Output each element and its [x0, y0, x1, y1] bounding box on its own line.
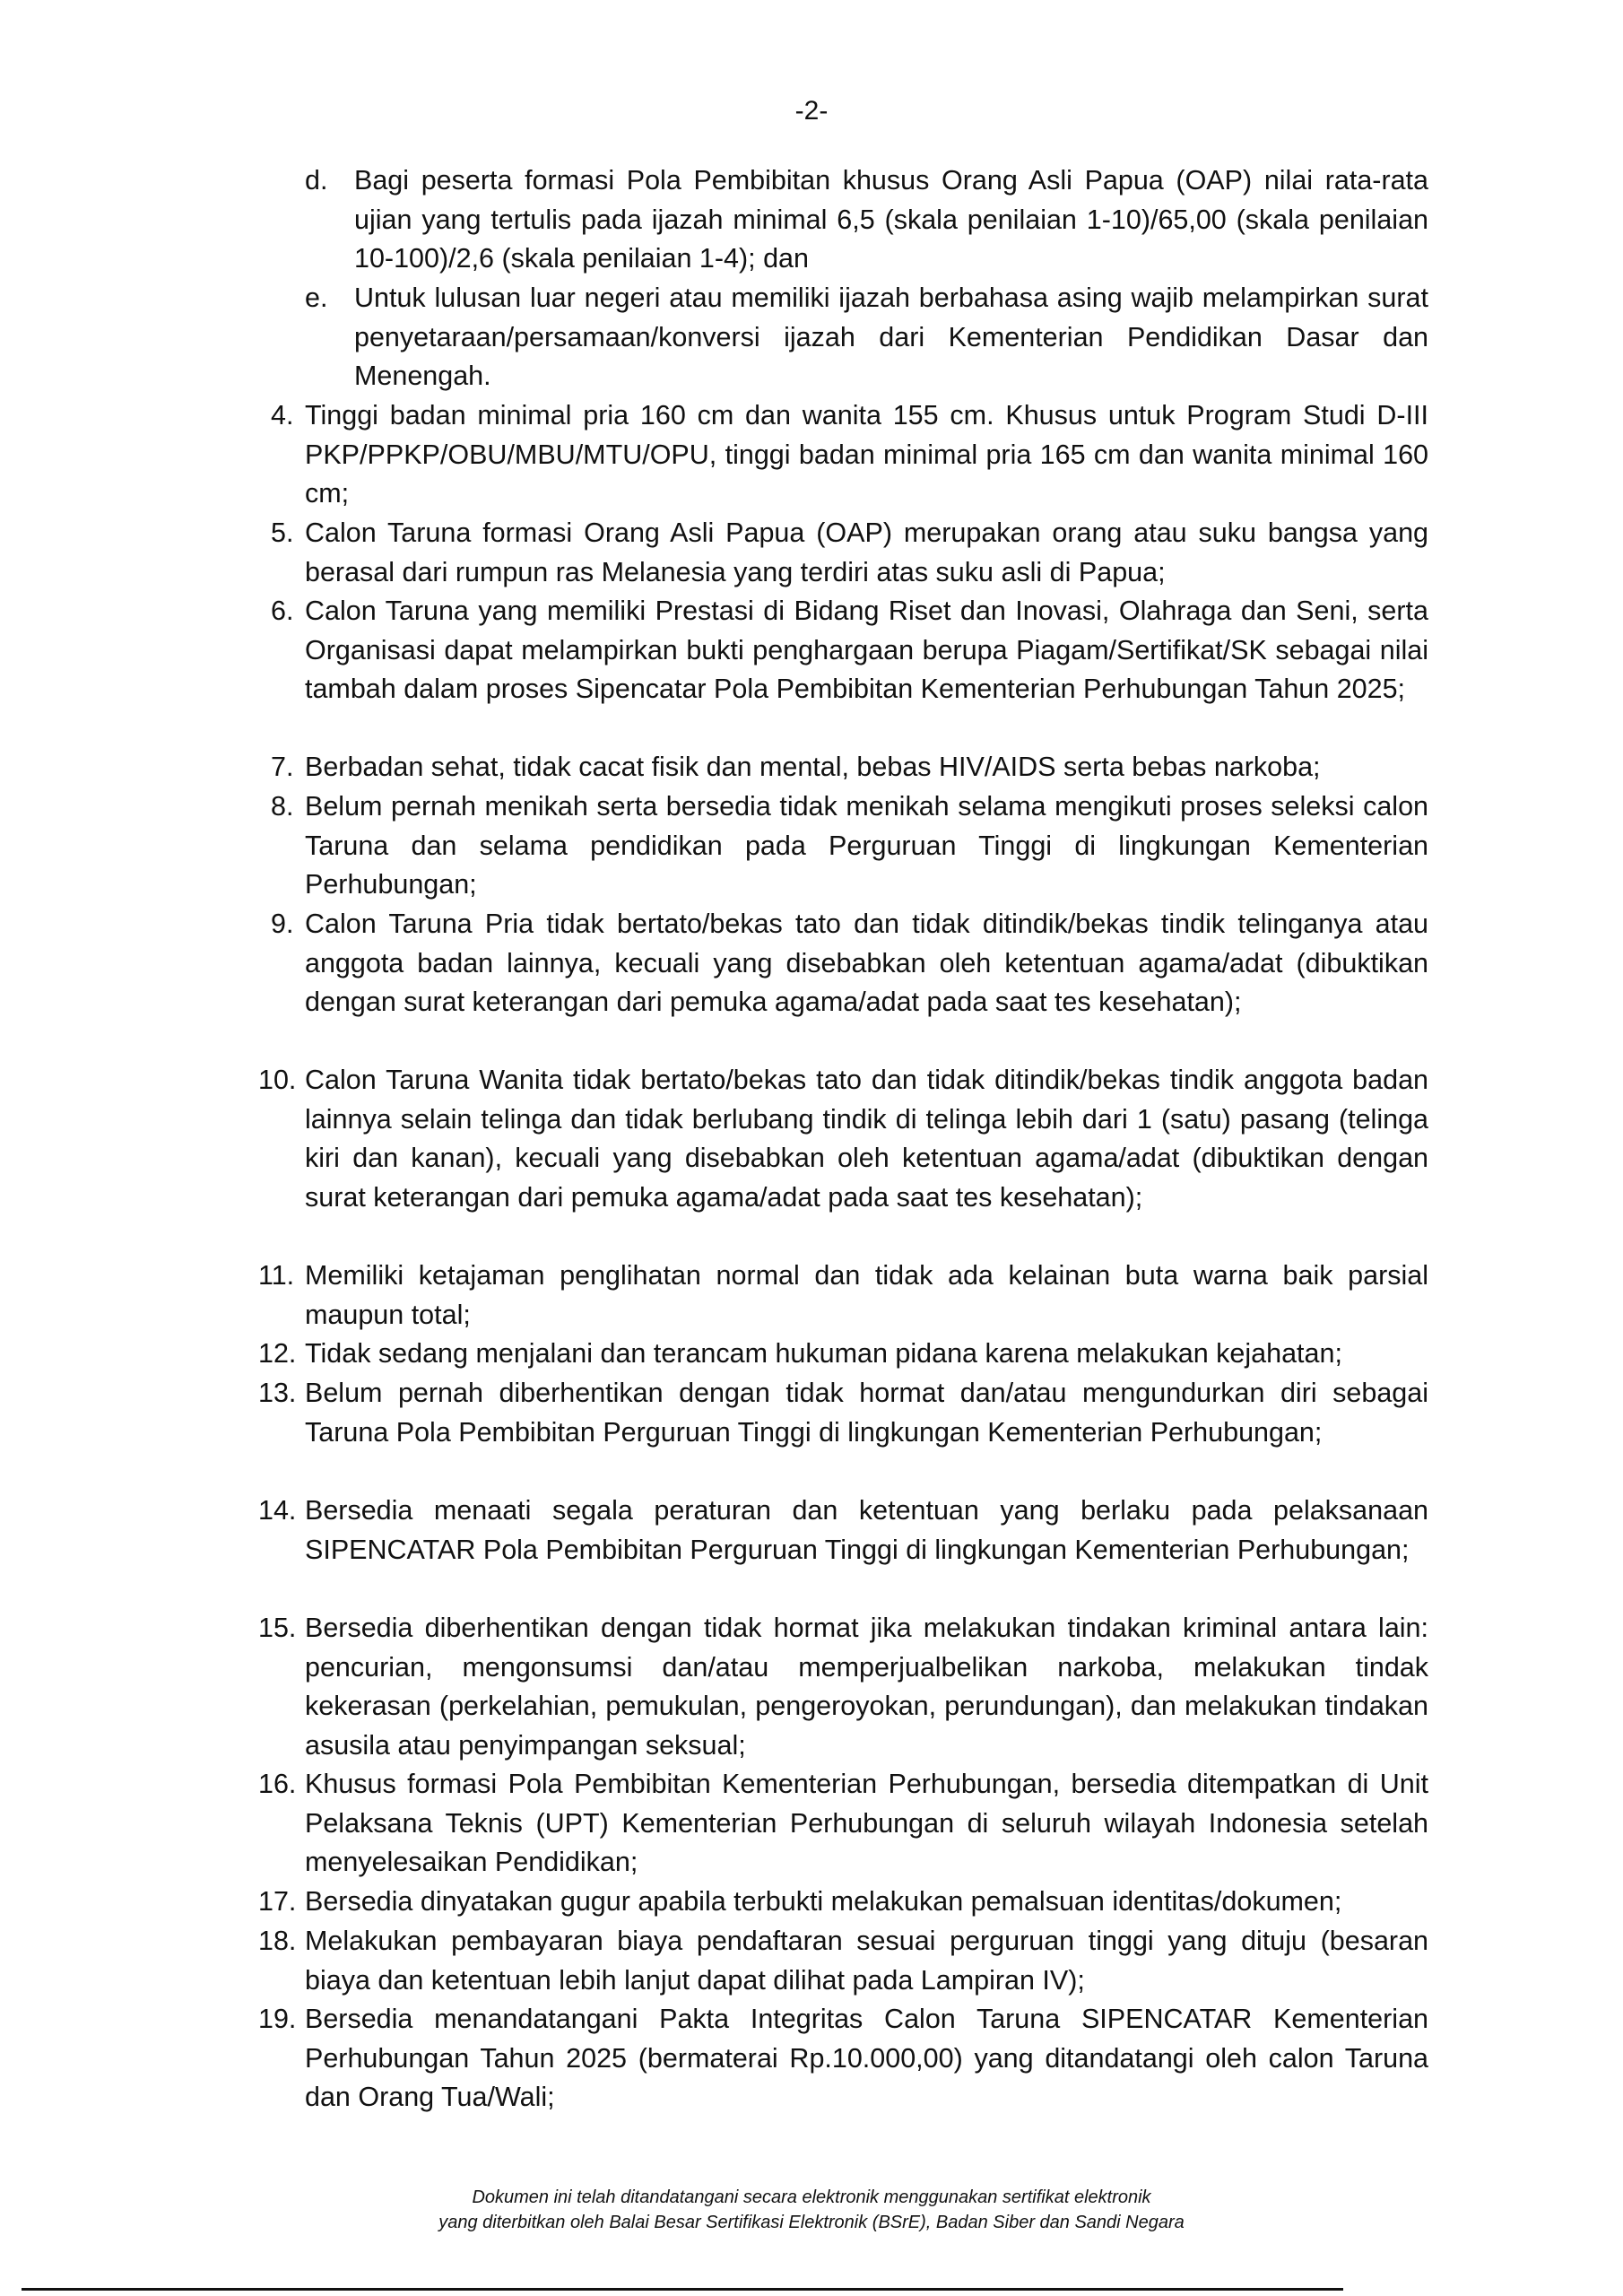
list-item-7: [271, 748, 1428, 787]
list-item-text: Belum pernah diberhentikan dengan tidak hormat dan/atau mengundurkan diri sebagai Taruna Pola Pembibitan Perguruan Tinggi di lingkungan Kementerian Perhubungan;: [305, 1378, 1428, 1448]
list-item-9: [271, 905, 1428, 1022]
list-item-5: [271, 514, 1428, 592]
list-marker: 12.: [258, 1338, 297, 1369]
list-item-10: [258, 1061, 1428, 1217]
list-item-text: Tinggi badan minimal pria 160 cm dan wanita 155 cm. Khusus untuk Program Studi D-III PKP/PPKP/OBU/MBU/MTU/OPU, tinggi badan minimal pria 165 cm dan wanita minimal 160 cm;: [305, 400, 1428, 509]
list-marker: 15.: [258, 1613, 297, 1643]
list-item-11: [258, 1257, 1428, 1335]
list-item-text: Belum pernah menikah serta bersedia tidak menikah selama mengikuti proses seleksi calon Taruna dan selama pendidikan pada Perguruan Tinggi di lingkungan Kementerian Perhubungan;: [305, 791, 1428, 900]
footer-line-1: Dokumen ini telah ditandatangani secara elektronik menggunakan sertifikat elektronik: [472, 2187, 1151, 2207]
list-marker: e.: [305, 283, 328, 313]
list-item-text: Bersedia dinyatakan gugur apabila terbukti melakukan pemalsuan identitas/dokumen;: [305, 1886, 1342, 1917]
list-marker: 14.: [258, 1495, 297, 1526]
list-item-text: Memiliki ketajaman penglihatan normal dan tidak ada kelainan buta warna baik parsial maupun total;: [305, 1260, 1428, 1330]
list-item-18: [258, 1922, 1428, 2000]
footer-divider: [22, 2288, 1343, 2291]
footer-line-2: yang diterbitkan oleh Balai Besar Sertifikasi Elektronik (BSrE), Badan Siber dan Sandi Negara: [438, 2213, 1185, 2232]
list-marker: 9.: [271, 909, 294, 939]
list-item-17: [258, 1883, 1428, 1922]
list-marker: 13.: [258, 1378, 297, 1408]
list-item-text: Calon Taruna formasi Orang Asli Papua (OAP) merupakan orang atau suku bangsa yang berasal dari rumpun ras Melanesia yang terdiri atas suku asli di Papua;: [305, 517, 1428, 587]
list-marker: d.: [305, 165, 328, 196]
list-item-8: [271, 787, 1428, 905]
list-item-14: [258, 1492, 1428, 1570]
list-item-d: [305, 161, 1428, 279]
list-item-16: [258, 1765, 1428, 1883]
list-item-text: Bersedia menaati segala peraturan dan ketentuan yang berlaku pada pelaksanaan SIPENCATAR Pola Pembibitan Perguruan Tinggi di lingkungan Kementerian Perhubungan;: [305, 1495, 1428, 1565]
list-item-4: [271, 396, 1428, 514]
list-item-text: Bagi peserta formasi Pola Pembibitan khusus Orang Asli Papua (OAP) nilai rata-rata ujian yang tertulis pada ijazah minimal 6,5 (skala penilaian 1-10)/65,00 (skala penilaian 10-100)/2,6 (skala penilaian 1-4); dan: [354, 165, 1428, 274]
list-item-text: Untuk lulusan luar negeri atau memiliki ijazah berbahasa asing wajib melampirkan surat penyetaraan/persamaan/konversi ijazah dari Kementerian Pendidikan Dasar dan Menengah.: [354, 283, 1428, 392]
list-item-text: Bersedia menandatangani Pakta Integritas Calon Taruna SIPENCATAR Kementerian Perhubungan Tahun 2025 (bermaterai Rp.10.000,00) yang ditandatangi oleh calon Taruna dan Orang Tua/Wali;: [305, 2004, 1428, 2113]
list-marker: 11.: [258, 1260, 295, 1291]
list-item-13: [258, 1374, 1428, 1452]
list-item-text: Tidak sedang menjalani dan terancam hukuman pidana karena melakukan kejahatan;: [305, 1338, 1342, 1369]
list-item-text: Calon Taruna yang memiliki Prestasi di Bidang Riset dan Inovasi, Olahraga dan Seni, serta Organisasi dapat melampirkan bukti penghargaan berupa Piagam/Sertifikat/SK sebagai nilai tambah dalam proses Sipencatar Pola Pembibitan Kementerian Perhubungan Tahun 2025;: [305, 596, 1428, 705]
list-marker: 18.: [258, 1926, 297, 1956]
list-marker: 5.: [271, 517, 294, 548]
list-item-text: Calon Taruna Wanita tidak bertato/bekas tato dan tidak ditindik/bekas tindik anggota badan lainnya selain telinga dan tidak berlubang tindik di telinga lebih dari 1 (satu) pasang (telinga kiri dan kanan), kecuali yang disebabkan oleh ketentuan agama/adat (dibuktikan dengan surat keterangan dari pemuka agama/adat pada saat tes kesehatan);: [305, 1065, 1428, 1213]
list-marker: 7.: [271, 752, 294, 782]
list-marker: 17.: [258, 1886, 297, 1917]
list-marker: 19.: [258, 2004, 297, 2034]
list-item-text: Khusus formasi Pola Pembibitan Kementerian Perhubungan, bersedia ditempatkan di Unit Pelaksana Teknis (UPT) Kementerian Perhubungan di seluruh wilayah Indonesia setelah menyelesaikan Pendidikan;: [305, 1769, 1428, 1878]
list-item-12: [258, 1335, 1428, 1374]
list-item-e: [305, 279, 1428, 396]
list-item-text: Calon Taruna Pria tidak bertato/bekas tato dan tidak ditindik/bekas tindik telinganya atau anggota badan lainnya, kecuali yang disebabkan oleh ketentuan agama/adat (dibuktikan dengan surat keterangan dari pemuka agama/adat pada saat tes kesehatan);: [305, 909, 1428, 1018]
list-marker: 8.: [271, 791, 294, 822]
list-item-15: [258, 1609, 1428, 1765]
list-marker: 10.: [258, 1065, 297, 1095]
list-marker: 16.: [258, 1769, 297, 1799]
page-number: -2-: [794, 96, 829, 126]
list-item-text: Berbadan sehat, tidak cacat fisik dan mental, bebas HIV/AIDS serta bebas narkoba;: [305, 752, 1321, 782]
list-marker: 4.: [271, 400, 294, 430]
list-item-19: [258, 2000, 1428, 2118]
esignature-footer: [0, 2185, 1623, 2235]
list-marker: 6.: [271, 596, 294, 626]
list-item-text: Melakukan pembayaran biaya pendaftaran sesuai perguruan tinggi yang dituju (besaran biaya dan ketentuan lebih lanjut dapat dilihat pada Lampiran IV);: [305, 1926, 1428, 1996]
list-item-text: Bersedia diberhentikan dengan tidak hormat jika melakukan tindakan kriminal antara lain: pencurian, mengonsumsi dan/atau memperjualbelikan narkoba, melakukan tindak kekerasan (perkelahian, pemukulan, pengeroyokan, perundungan), dan melakukan tindakan asusila atau penyimpangan seksual;: [305, 1613, 1428, 1761]
list-item-6: [271, 592, 1428, 709]
